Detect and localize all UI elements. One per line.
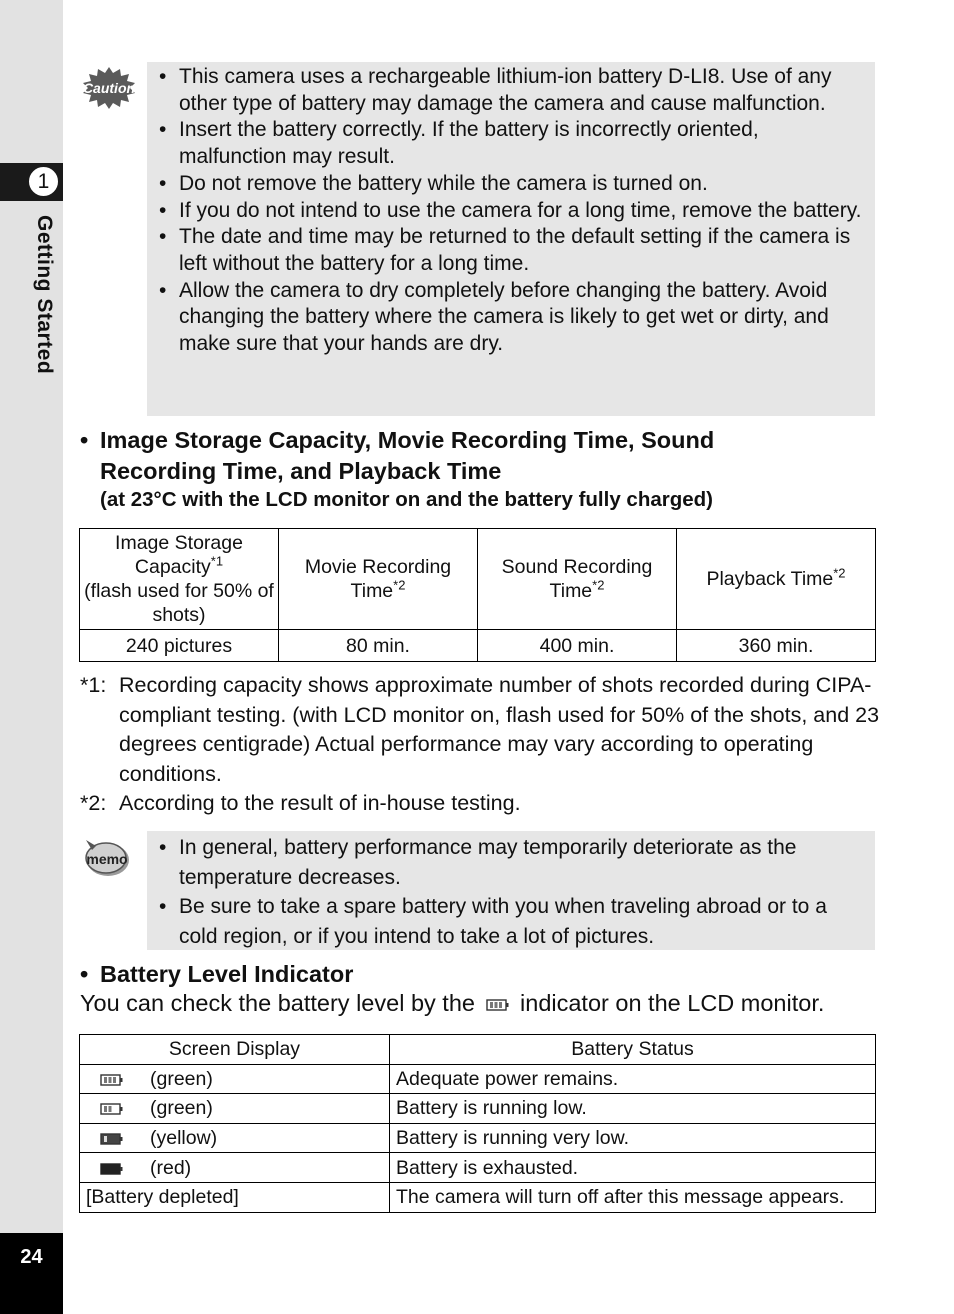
chapter-number: 1	[27, 165, 60, 198]
table-row	[80, 1064, 876, 1094]
battery-color-label: (red)	[150, 1156, 192, 1179]
header-sound-time: Sound Recording Time$^{*2}$	[478, 529, 677, 630]
heading-bullet: •	[80, 427, 89, 453]
capacity-subheading: (at 23°C with the LCD monitor on and the battery fully charged)	[100, 488, 713, 511]
table-header-row	[80, 529, 876, 630]
memo-list	[157, 833, 865, 951]
footnote-mark: *2:	[80, 791, 107, 815]
caution-icon-label: Caution	[82, 80, 136, 96]
table-row	[80, 630, 876, 662]
battery-intro	[80, 990, 824, 1017]
battery-low-icon	[100, 1132, 124, 1146]
page-number: 24	[20, 1246, 43, 1268]
screen-display-cell: [Battery depleted]	[80, 1182, 390, 1212]
battery-half-icon	[100, 1102, 124, 1116]
table-row	[80, 1123, 876, 1153]
table-row	[80, 1153, 876, 1183]
battery-empty-icon	[100, 1162, 124, 1176]
memo-item: • Be sure to take a spare battery with you when traveling abroad or to a cold region, or if you intend to take a lot of pictures.	[157, 892, 865, 951]
table-row	[80, 1094, 876, 1124]
value-sound-time: 400 min.	[478, 630, 677, 662]
battery-color-label: (green)	[150, 1097, 213, 1120]
battery-heading	[80, 959, 353, 990]
caution-item: • Insert the battery correctly. If the battery is incorrectly oriented, malfunction may result.	[157, 117, 865, 170]
table-header-row	[80, 1035, 876, 1065]
capacity-heading	[80, 425, 800, 487]
page-number-box	[0, 1233, 63, 1314]
screen-display-cell	[80, 1064, 390, 1094]
battery-intro-before: You can check the battery level by the	[80, 990, 475, 1016]
memo-icon	[80, 836, 132, 880]
caution-item: • The date and time may be returned to the default setting if the camera is left without the battery for a long time.	[157, 224, 865, 277]
memo-box	[147, 831, 875, 950]
battery-status-cell: Adequate power remains.	[390, 1064, 876, 1094]
battery-status-cell: Battery is exhausted.	[390, 1153, 876, 1183]
caution-box	[147, 62, 875, 416]
caution-list	[157, 64, 865, 358]
caution-item: • If you do not intend to use the camera for a long time, remove the battery.	[157, 198, 865, 225]
caution-item: • Do not remove the battery while the camera is turned on.	[157, 171, 865, 198]
footnote-1	[80, 671, 880, 790]
table-row	[80, 1182, 876, 1212]
battery-intro-after: indicator on the LCD monitor.	[520, 990, 825, 1016]
footnote-2	[80, 789, 880, 819]
header-screen-display: Screen Display	[80, 1035, 390, 1065]
battery-indicator-icon	[486, 998, 510, 1012]
header-playback-time: Playback Time$^{*2}$	[677, 529, 876, 630]
memo-icon-label: memo	[86, 851, 128, 867]
header-battery-status: Battery Status	[390, 1035, 876, 1065]
battery-status-cell: Battery is running low.	[390, 1094, 876, 1124]
footnote-mark: *1:	[80, 673, 107, 697]
value-playback-time: 360 min.	[677, 630, 876, 662]
chapter-title: Getting Started	[33, 215, 56, 375]
heading-bullet: •	[80, 961, 89, 987]
value-movie-time: 80 min.	[279, 630, 478, 662]
battery-status-cell: Battery is running very low.	[390, 1123, 876, 1153]
battery-color-label: (yellow)	[150, 1127, 218, 1150]
value-image-storage: 240 pictures	[80, 630, 279, 662]
header-movie-time: Movie Recording Time$^{*2}$	[279, 529, 478, 630]
caution-item: • This camera uses a rechargeable lithium-ion battery D-LI8. Use of any other type of battery may damage the camera and cause malfunction.	[157, 64, 865, 117]
screen-display-cell	[80, 1153, 390, 1183]
footnote-text: Recording capacity shows approximate number of shots recorded during CIPA-compliant testing. (with LCD monitor on, flash used for 50% of the shots, and 23 degrees centigrade) Actual performance may vary according to operating conditions.	[119, 673, 880, 787]
battery-full-icon	[100, 1073, 124, 1087]
capacity-table	[79, 528, 876, 662]
battery-status-cell: The camera will turn off after this message appears.	[390, 1182, 876, 1212]
battery-color-label: (green)	[150, 1067, 213, 1090]
battery-heading-text: Battery Level Indicator	[100, 961, 354, 987]
caution-item: • Allow the camera to dry completely before changing the battery. Avoid changing the battery where the camera is likely to get wet or dirty, and make sure that your hands are dry.	[157, 278, 865, 358]
capacity-heading-text: Image Storage Capacity, Movie Recording Time, Sound Recording Time, and Playback Time	[100, 427, 715, 484]
footnote-text: According to the result of in-house testing.	[119, 791, 521, 815]
screen-display-cell	[80, 1123, 390, 1153]
caution-icon	[80, 65, 138, 111]
battery-table	[79, 1034, 876, 1213]
memo-item: • In general, battery performance may temporarily deteriorate as the temperature decreases.	[157, 833, 865, 892]
header-image-storage: Image Storage Capacity$^{*1}$ (flash used for 50% of shots)	[80, 529, 279, 630]
screen-display-cell	[80, 1094, 390, 1124]
